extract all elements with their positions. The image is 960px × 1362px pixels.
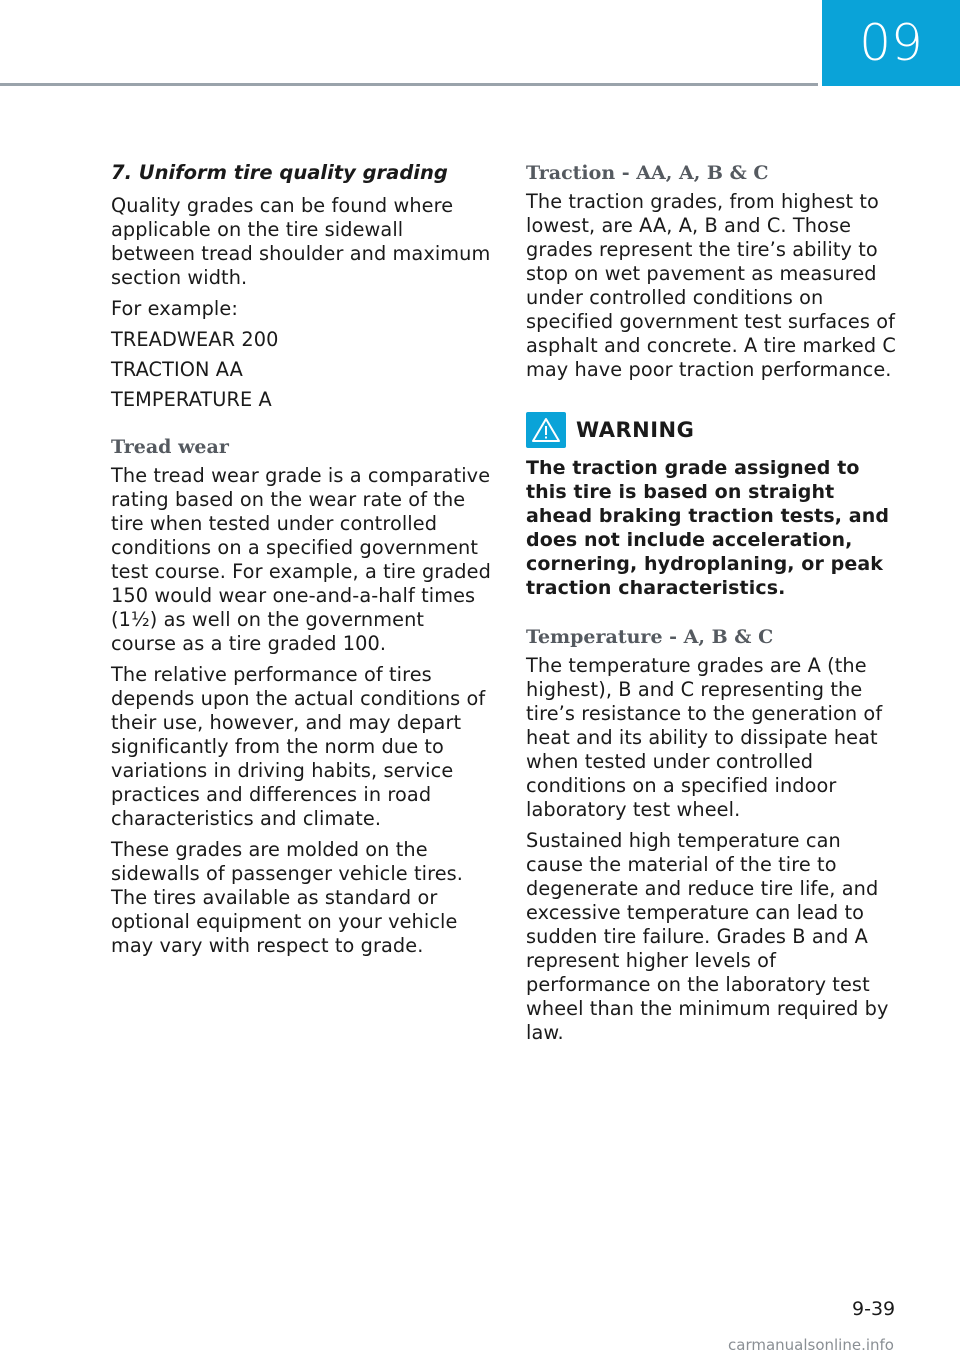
warning-title: WARNING (576, 418, 695, 442)
warning-triangle-icon (526, 412, 566, 448)
treadwear-paragraph-1: The tread wear grade is a comparative rating based on the wear rate of the tire when tested under controlled conditions on a specified government test course. For example, a tire graded 150 would wear one-and-a-half times (1½) as well on the government course as a tire graded 100. (111, 464, 491, 655)
example-label: For example: (111, 297, 238, 320)
right-column (526, 160, 902, 1052)
example-line-traction: TRACTION AA (111, 358, 243, 381)
left-column (111, 160, 491, 965)
intro-paragraph: Quality grades can be found where applicable on the tire sidewall between tread shoulder and maximum section width. (111, 194, 491, 289)
section-title: 7. Uniform tire quality grading (111, 161, 448, 184)
temperature-heading: Temperature - A, B & C (526, 626, 774, 648)
watermark: carmanualsonline.info (728, 1336, 894, 1354)
treadwear-paragraph-2: The relative performance of tires depends upon the actual conditions of their use, however, and may depart significantly from the norm due to variations in driving habits, service practices and differences in road characteristics and climate. (111, 663, 486, 830)
warning-header (526, 412, 902, 448)
temperature-paragraph-2: Sustained high temperature can cause the material of the tire to degenerate and reduce tire life, and excessive temperature can lead to sudden tire failure. Grades B and A represent higher levels of performance on the laboratory test wheel than the minimum required by law. (526, 829, 889, 1044)
chapter-number: 09 (859, 14, 923, 72)
header-rule (0, 83, 818, 86)
example-line-temperature: TEMPERATURE A (111, 388, 272, 411)
traction-heading: Traction - AA, A, B & C (526, 162, 769, 184)
page-number: 9-39 (852, 1298, 896, 1320)
temperature-paragraph-1: The temperature grades are A (the highest), B and C representing the tire’s resistance to the generation of heat and its ability to dissipate heat when tested under controlled conditions on a specified indoor laboratory test wheel. (526, 654, 883, 821)
treadwear-paragraph-3: These grades are molded on the sidewalls of passenger vehicle tires. The tires available as standard or optional equipment on your vehicle may vary with respect to grade. (111, 838, 464, 957)
traction-paragraph: The traction grades, from highest to lowest, are AA, A, B and C. Those grades represent the tire’s ability to stop on wet pavement as measured under controlled conditions on specified government test surfaces of asphalt and concrete. A tire marked C may have poor traction performance. (526, 190, 896, 381)
treadwear-heading: Tread wear (111, 436, 229, 458)
example-line-treadwear: TREADWEAR 200 (111, 328, 279, 351)
chapter-tab (822, 0, 960, 86)
warning-text: The traction grade assigned to this tire is based on straight ahead braking traction tests, and does not include acceleration, cornering, hydroplaning, or peak traction characteristics. (526, 457, 890, 599)
